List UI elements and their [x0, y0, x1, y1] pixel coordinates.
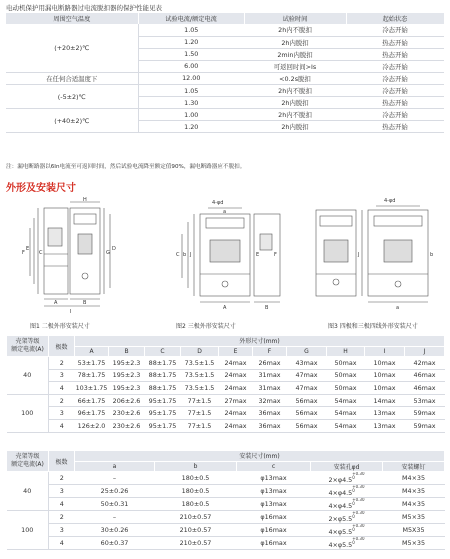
table-row [6, 109, 444, 121]
t3-header-group: 安装尺寸(mm) [75, 451, 445, 462]
table-row [6, 72, 444, 84]
table-row [7, 382, 445, 395]
table-cell: 50max [327, 382, 365, 395]
tolerance-zero: 0 [352, 501, 355, 506]
table-cell: 2h内不脱扣 [244, 84, 346, 96]
table-cell: 195±2.3 [109, 382, 145, 395]
column-header: G [287, 346, 327, 357]
table-cell: M4×35 [383, 485, 445, 498]
drill-hole-label: 4-φd [384, 198, 396, 204]
table-row [7, 537, 445, 550]
table-cell: φ16max [237, 537, 311, 550]
table-cell: 1.20 [138, 36, 244, 48]
table-cell: 冷态开始 [346, 109, 444, 121]
figure-caption-2: 图2 三极外形安装尺寸 [176, 323, 236, 330]
table-row [6, 84, 444, 96]
table-cell: 2 [49, 472, 75, 485]
table-cell: 60±0.37 [75, 537, 155, 550]
table-cell: 46max [405, 369, 445, 382]
dim-label: E [26, 246, 30, 252]
header-text: 额定电流(A) [11, 346, 44, 353]
table-cell: φ16max [237, 511, 311, 524]
column-header: C [145, 346, 181, 357]
table-cell: 230±2.6 [109, 419, 145, 432]
dim-label: B [265, 305, 269, 311]
hole-size: 2×φ4.5 [328, 476, 353, 484]
table-cell: 73.5±1.5 [181, 382, 219, 395]
tolerance-zero: 0 [352, 488, 355, 493]
table-cell: 59max [405, 419, 445, 432]
hole-size: 4×φ5.5 [328, 528, 353, 536]
table-cell: 54max [327, 407, 365, 420]
t1-header-current: 试验电流/额定电流 [138, 13, 244, 24]
outline-dimensions-table [6, 335, 445, 433]
table-cell: M5X35 [383, 524, 445, 537]
tolerance-zero: 0 [352, 527, 355, 532]
table-cell [311, 472, 383, 485]
header-text: 壳架等级 [15, 338, 40, 345]
figure-three-pole-drawing [150, 194, 300, 319]
table-cell: 2h内不脱扣 [244, 109, 346, 121]
column-header: 安装螺钉 [383, 461, 445, 472]
column-header: B [109, 346, 145, 357]
table-cell: 210±0.57 [155, 524, 237, 537]
table-cell [311, 498, 383, 511]
tolerance-zero: 0 [352, 475, 355, 480]
t1-header-temp: 周围空气温度 [6, 13, 138, 24]
table-cell: 冷态开始 [346, 84, 444, 96]
table-cell: 180±0.5 [155, 485, 237, 498]
table-cell: 56max [287, 394, 327, 407]
table-cell: 3 [49, 369, 75, 382]
table-cell: 热态开始 [346, 36, 444, 48]
table-cell: φ13max [237, 498, 311, 511]
table-cell: 1.30 [138, 97, 244, 109]
table-cell: – [75, 511, 155, 524]
table-cell: 10max [365, 382, 405, 395]
dim-label: H [83, 197, 87, 203]
table-cell: 77±1.5 [181, 419, 219, 432]
header-text: 壳架等级 [15, 453, 40, 460]
table-cell: 77±1.5 [181, 407, 219, 420]
table-cell: 126±2.0 [75, 419, 109, 432]
table-row [7, 357, 445, 370]
table-row [7, 524, 445, 537]
table-row [7, 472, 445, 485]
dim-label: J [190, 252, 192, 258]
table-cell: 冷态开始 [346, 24, 444, 36]
table-cell: 热态开始 [346, 121, 444, 133]
dim-label: I [70, 309, 72, 315]
table-cell: 77±1.5 [181, 394, 219, 407]
tolerance-plus: +0.30 [352, 536, 365, 541]
table-cell: 88±1.75 [145, 369, 181, 382]
table-cell: 24max [219, 357, 253, 370]
table-cell: 180±0.5 [155, 498, 237, 511]
column-header: F [253, 346, 287, 357]
table-cell: 78±1.75 [75, 369, 109, 382]
table-row [6, 24, 444, 36]
frame-cell: 100 [7, 511, 49, 550]
table-cell: 2h内不脱扣 [244, 24, 346, 36]
table-cell: 2 [49, 394, 75, 407]
table-cell: 230±2.6 [109, 407, 145, 420]
table-cell: 53±1.75 [75, 357, 109, 370]
frame-cell: 40 [7, 472, 49, 511]
table-cell: 4 [49, 382, 75, 395]
table-cell: 2 [49, 511, 75, 524]
table-cell: 59max [405, 407, 445, 420]
dim-label: J [358, 252, 360, 258]
figure-four-pole-drawing [304, 194, 446, 319]
table-cell: M5×35 [383, 511, 445, 524]
table-cell: 210±0.57 [155, 537, 237, 550]
table-cell: <0.2s脱扣 [244, 72, 346, 84]
dim-label: b [183, 252, 187, 258]
table-row [7, 419, 445, 432]
table-cell: φ16max [237, 524, 311, 537]
table-cell: 24max [219, 407, 253, 420]
table-cell: 95±1.75 [145, 394, 181, 407]
table-cell: M5×35 [383, 537, 445, 550]
tolerance [352, 472, 364, 480]
table-cell: 36max [253, 407, 287, 420]
frame-cell: 40 [7, 357, 49, 395]
column-header: A [75, 346, 109, 357]
table-cell: 热态开始 [346, 48, 444, 60]
table-cell: 53max [405, 394, 445, 407]
t2-header-frame [7, 336, 49, 357]
temp-cell: 在任何合适温度下 [6, 72, 138, 84]
table-cell: 95±1.75 [145, 419, 181, 432]
column-header: I [365, 346, 405, 357]
table-row [7, 407, 445, 420]
table-cell: 47max [287, 382, 327, 395]
table-cell: 3 [49, 485, 75, 498]
table-row [7, 498, 445, 511]
table-cell: 54max [327, 419, 365, 432]
table-cell: 4 [49, 498, 75, 511]
table-cell: 4 [49, 537, 75, 550]
table-cell: 46max [405, 382, 445, 395]
table-cell: 14max [365, 394, 405, 407]
t3-header-frame [7, 451, 49, 472]
hole-size: 2×φ5.5 [328, 515, 353, 523]
figure-caption-1: 图1 二极外形安装尺寸 [30, 323, 90, 330]
table-cell: 43max [287, 357, 327, 370]
dim-label: C [39, 250, 43, 256]
tolerance [352, 485, 364, 493]
table-cell: 31max [253, 382, 287, 395]
table-cell: 13max [365, 419, 405, 432]
table-cell: 冷态开始 [346, 72, 444, 84]
table-cell: 103±1.75 [75, 382, 109, 395]
tolerance [352, 537, 364, 545]
table-cell: 13max [365, 407, 405, 420]
protection-performance-table [6, 13, 445, 133]
drill-hole-label: 4-φd [212, 200, 224, 206]
mounting-dimensions-table [6, 450, 445, 550]
table-cell: 2 [49, 357, 75, 370]
table-cell: 47max [287, 369, 327, 382]
table-cell: 3 [49, 524, 75, 537]
dim-label: B [83, 300, 87, 306]
table-cell: φ13max [237, 472, 311, 485]
temp-cell: (+40±2)℃ [6, 109, 138, 133]
t2-header-group: 外形尺寸(mm) [75, 336, 445, 347]
table-cell: 1.50 [138, 48, 244, 60]
table-cell: 4 [49, 419, 75, 432]
tolerance-zero: 0 [352, 540, 355, 545]
table-cell: 73.5±1.5 [181, 357, 219, 370]
header-text: 额定电流(A) [11, 461, 44, 468]
table-cell: 88±1.75 [145, 357, 181, 370]
table-cell: 210±0.57 [155, 511, 237, 524]
dim-label: C [176, 252, 180, 258]
table-cell: 25±0.26 [75, 485, 155, 498]
table-cell: 1.05 [138, 24, 244, 36]
t2-header-poles: 极数 [49, 336, 75, 357]
dim-label: b [430, 252, 434, 258]
column-header: H [327, 346, 365, 357]
hole-size: 4×φ5.5 [328, 541, 353, 549]
table-cell: 54max [327, 394, 365, 407]
tolerance-zero: 0 [352, 514, 355, 519]
table-cell: 12.00 [138, 72, 244, 84]
column-header: E [219, 346, 253, 357]
dim-label: F [274, 252, 277, 258]
footnote: 注：漏电断路器以6In电流至可返回时间，然后试验电流降至额定值90%，漏电断路器应不脱扣。 [6, 164, 246, 170]
table-cell: 1.00 [138, 109, 244, 121]
table-cell [311, 485, 383, 498]
t1-header-time: 试验时间 [244, 13, 346, 24]
table-cell: 24max [219, 369, 253, 382]
table-cell: 冷态开始 [346, 60, 444, 72]
temp-cell: (-5±2)℃ [6, 84, 138, 108]
table-cell: 32max [253, 394, 287, 407]
table-row [7, 485, 445, 498]
table-cell: 195±2.3 [109, 369, 145, 382]
hole-size: 4×φ4.5 [328, 489, 353, 497]
column-header: c [237, 461, 311, 472]
column-header: 安装孔φd [311, 461, 383, 472]
table-cell: 24max [219, 419, 253, 432]
table-cell: 热态开始 [346, 97, 444, 109]
dim-label: E [256, 252, 260, 258]
table-cell: – [75, 472, 155, 485]
table-cell: 27max [219, 394, 253, 407]
dim-label: A [54, 300, 58, 306]
table-cell [311, 511, 383, 524]
tolerance-plus: +0.30 [352, 497, 365, 502]
table-cell: 10max [365, 357, 405, 370]
dim-label: a [223, 209, 227, 215]
table-cell: 30±0.26 [75, 524, 155, 537]
table-cell: 1.05 [138, 84, 244, 96]
dim-label: a [396, 305, 400, 311]
table-cell [311, 524, 383, 537]
table-cell: φ13max [237, 485, 311, 498]
table-cell: 31max [253, 369, 287, 382]
table-cell: 2h内脱扣 [244, 36, 346, 48]
table-cell [311, 537, 383, 550]
table-cell: 2h内脱扣 [244, 121, 346, 133]
table-cell: 95±1.75 [145, 407, 181, 420]
figure-two-pole-drawing [4, 194, 144, 319]
table-cell: 50max [327, 357, 365, 370]
table-cell: 50±0.31 [75, 498, 155, 511]
table-cell: M4×35 [383, 498, 445, 511]
column-header: b [155, 461, 237, 472]
dim-label: A [223, 305, 227, 311]
table-cell: 6.00 [138, 60, 244, 72]
table-cell: 36max [253, 419, 287, 432]
table-row [7, 369, 445, 382]
table-cell: 50max [327, 369, 365, 382]
top-caption: 电动机保护用漏电断路器过电流脱扣器的保护性能见表 [6, 4, 162, 12]
table-row [7, 511, 445, 524]
table-cell: 42max [405, 357, 445, 370]
table-cell: 180±0.5 [155, 472, 237, 485]
figure-caption-3: 图3 四极和三极四线外形安装尺寸 [328, 323, 418, 330]
table-cell: M4×35 [383, 472, 445, 485]
temp-cell: (+20±2)℃ [6, 24, 138, 72]
table-cell: 66±1.75 [75, 394, 109, 407]
dim-label: D [112, 246, 116, 252]
table-cell: 88±1.75 [145, 382, 181, 395]
frame-cell: 100 [7, 394, 49, 432]
table-cell: 56max [287, 419, 327, 432]
table-cell: 195±2.3 [109, 357, 145, 370]
tolerance-plus: +0.30 [352, 484, 365, 489]
dim-label: F [22, 250, 25, 256]
table-cell: 206±2.6 [109, 394, 145, 407]
column-header: a [75, 461, 155, 472]
section-title: 外形及安装尺寸 [6, 183, 76, 194]
table-cell: 可返回时间>Is [244, 60, 346, 72]
t3-header-poles: 极数 [49, 451, 75, 472]
column-header: D [181, 346, 219, 357]
tolerance [352, 498, 364, 506]
t1-header-state: 起始状态 [346, 13, 444, 24]
table-cell: 24max [219, 382, 253, 395]
table-cell: 1.20 [138, 121, 244, 133]
table-cell: 3 [49, 407, 75, 420]
tolerance [352, 524, 364, 532]
tolerance [352, 511, 364, 519]
table-cell: 96±1.75 [75, 407, 109, 420]
tolerance-plus: +0.30 [352, 510, 365, 515]
table-row [7, 394, 445, 407]
table-cell: 56max [287, 407, 327, 420]
table-cell: 73.5±1.5 [181, 369, 219, 382]
tolerance-plus: +0.30 [352, 471, 365, 476]
tolerance-plus: +0.30 [352, 523, 365, 528]
table-cell: 26max [253, 357, 287, 370]
column-header: J [405, 346, 445, 357]
table-cell: 2min内脱扣 [244, 48, 346, 60]
hole-size: 4×φ4.5 [328, 502, 353, 510]
table-cell: 2h内脱扣 [244, 97, 346, 109]
dim-label: G [106, 250, 110, 256]
table-cell: 10max [365, 369, 405, 382]
